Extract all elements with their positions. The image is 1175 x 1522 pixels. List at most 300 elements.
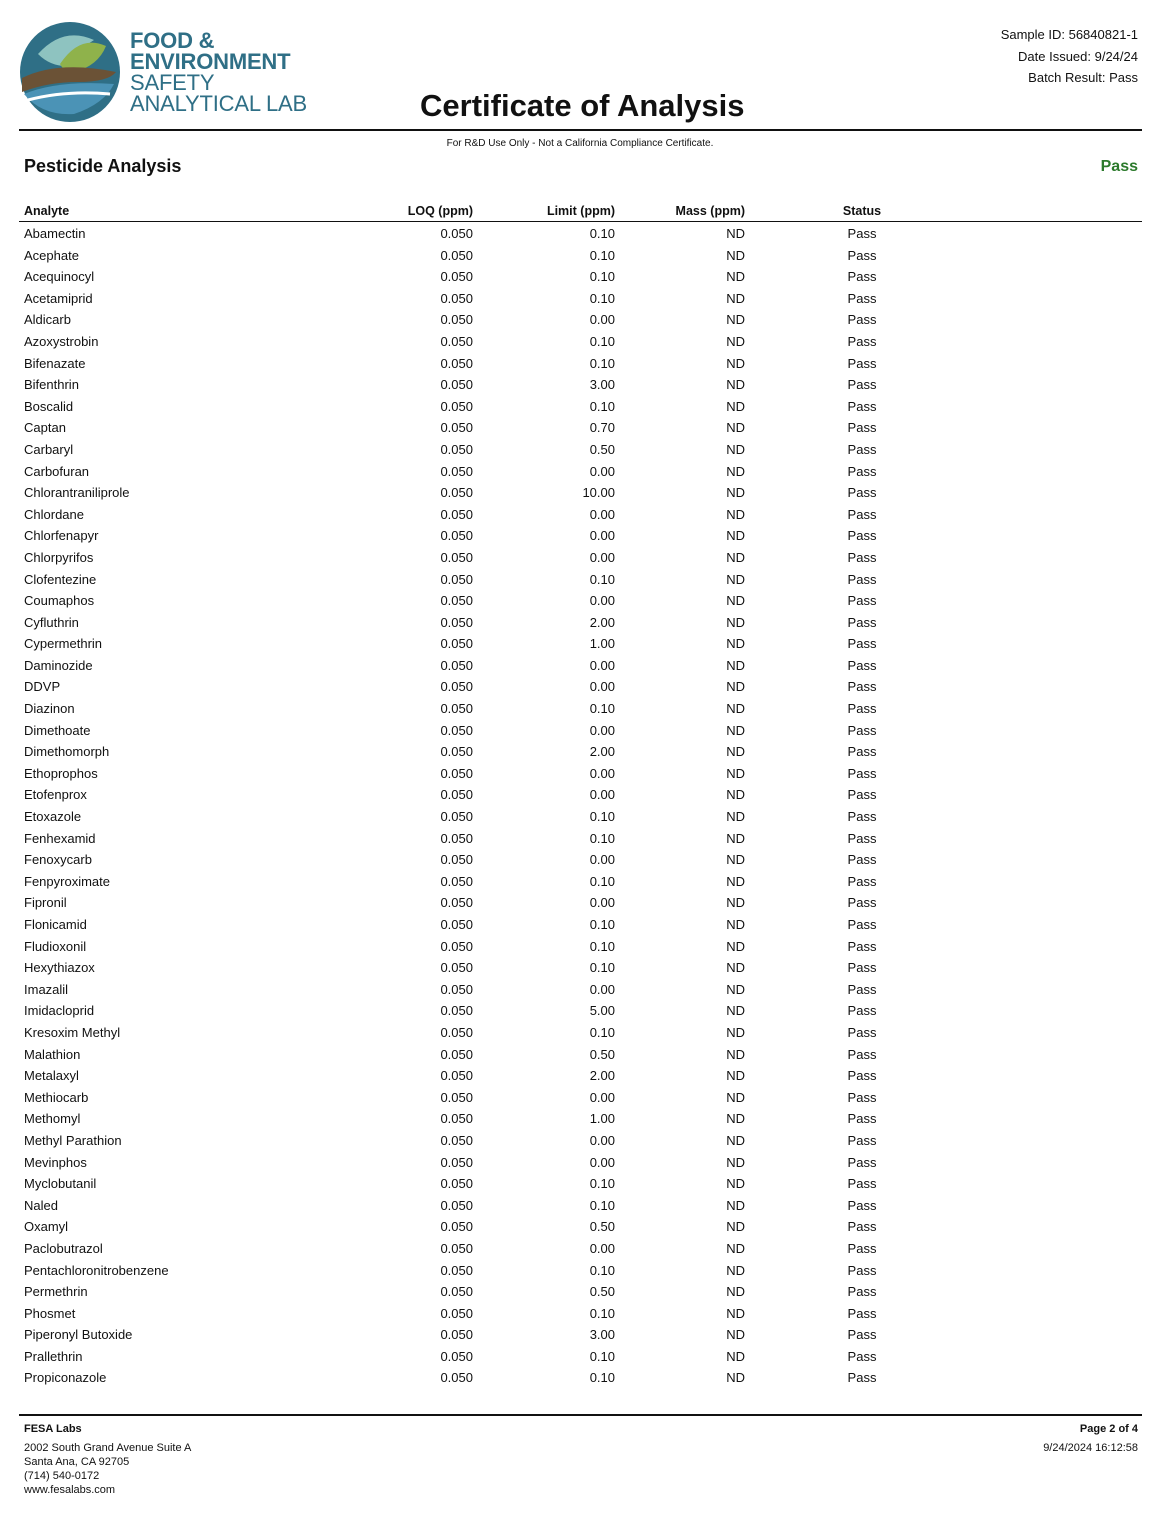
status-cell: Pass xyxy=(847,420,877,436)
analyte-cell: Paclobutrazol xyxy=(24,1240,103,1256)
limit-cell: 0.10 xyxy=(589,809,615,825)
status-cell: Pass xyxy=(847,1046,877,1062)
analyte-cell: Cyfluthrin xyxy=(24,614,79,630)
analyte-cell: Methomyl xyxy=(24,1111,81,1127)
table-row xyxy=(0,374,1175,396)
logo-line-3: SAFETY xyxy=(130,70,215,95)
table-row xyxy=(0,1238,1175,1260)
analyte-cell: Chlorantraniliprole xyxy=(24,485,130,501)
analyte-cell: Carbofuran xyxy=(24,463,90,479)
table-row xyxy=(0,612,1175,634)
table-row xyxy=(0,396,1175,418)
analyte-cell: Aldicarb xyxy=(24,312,71,328)
footer-website: www.fesalabs.com xyxy=(24,1484,116,1496)
status-cell: Pass xyxy=(847,226,877,241)
mass-cell: ND xyxy=(726,1305,745,1321)
status-cell: Pass xyxy=(847,895,877,911)
status-cell: Pass xyxy=(847,506,877,522)
limit-cell: 0.10 xyxy=(589,1370,615,1386)
mass-cell: ND xyxy=(726,1176,745,1192)
limit-cell: 0.10 xyxy=(589,938,615,954)
table-row xyxy=(0,266,1175,288)
mass-cell: ND xyxy=(726,593,745,609)
limit-cell: 3.00 xyxy=(589,377,615,393)
limit-cell: 0.00 xyxy=(589,981,615,997)
status-cell: Pass xyxy=(847,873,877,889)
status-cell: Pass xyxy=(847,1111,877,1127)
mass-cell: ND xyxy=(726,355,745,371)
status-cell: Pass xyxy=(847,981,877,997)
status-cell: Pass xyxy=(847,1370,877,1386)
table-row xyxy=(0,849,1175,871)
loq-cell: 0.050 xyxy=(440,1284,473,1300)
limit-cell: 0.00 xyxy=(589,463,615,479)
page-title: Certificate of Analysis xyxy=(420,88,745,123)
table-row xyxy=(0,547,1175,569)
mass-cell: ND xyxy=(726,485,745,501)
analyte-cell: Imazalil xyxy=(24,981,69,997)
status-cell: Pass xyxy=(847,1068,877,1084)
mass-cell: ND xyxy=(726,1327,745,1343)
loq-cell: 0.050 xyxy=(440,420,473,436)
table-row xyxy=(0,331,1175,353)
mass-cell: ND xyxy=(726,1068,745,1084)
logo-line-2: ENVIRONMENT xyxy=(130,49,291,74)
loq-cell: 0.050 xyxy=(440,312,473,328)
limit-cell: 10.00 xyxy=(582,485,615,501)
loq-cell: 0.050 xyxy=(440,1348,473,1364)
loq-cell: 0.050 xyxy=(440,636,473,652)
status-cell: Pass xyxy=(847,528,877,544)
mass-cell: ND xyxy=(726,398,745,414)
mass-cell: ND xyxy=(726,895,745,911)
mass-cell: ND xyxy=(726,506,745,522)
analyte-cell: DDVP xyxy=(24,679,61,695)
status-cell: Pass xyxy=(847,441,877,457)
table-row xyxy=(0,482,1175,504)
analyte-cell: Hexythiazox xyxy=(24,960,95,976)
mass-cell: ND xyxy=(726,1370,745,1386)
table-row xyxy=(0,525,1175,547)
table-row xyxy=(0,1303,1175,1325)
mass-cell: ND xyxy=(726,787,745,803)
analyte-cell: Piperonyl Butoxide xyxy=(24,1327,133,1343)
loq-cell: 0.050 xyxy=(440,463,473,479)
column-header-limit: Limit (ppm) xyxy=(546,204,615,218)
loq-cell: 0.050 xyxy=(440,226,473,241)
analyte-cell: Naled xyxy=(24,1197,58,1213)
table-row xyxy=(0,1173,1175,1195)
table-row xyxy=(0,223,1175,245)
limit-cell: 1.00 xyxy=(589,1111,615,1127)
loq-cell: 0.050 xyxy=(440,1024,473,1040)
status-cell: Pass xyxy=(847,333,877,349)
mass-cell: ND xyxy=(726,1197,745,1213)
status-cell: Pass xyxy=(847,830,877,846)
table-row xyxy=(0,569,1175,591)
batch-result: Batch Result: Pass xyxy=(1028,70,1138,85)
limit-cell: 0.50 xyxy=(589,1284,615,1300)
table-row xyxy=(0,1000,1175,1022)
status-cell: Pass xyxy=(847,701,877,717)
analyte-cell: Permethrin xyxy=(24,1284,88,1300)
table-row xyxy=(0,676,1175,698)
mass-cell: ND xyxy=(726,981,745,997)
loq-cell: 0.050 xyxy=(440,744,473,760)
limit-cell: 2.00 xyxy=(589,614,615,630)
footer-org: FESA Labs xyxy=(24,1423,82,1435)
mass-cell: ND xyxy=(726,549,745,565)
table-row xyxy=(0,806,1175,828)
status-cell: Pass xyxy=(847,1305,877,1321)
analyte-cell: Mevinphos xyxy=(24,1154,87,1170)
status-cell: Pass xyxy=(847,722,877,738)
analyte-cell: Captan xyxy=(24,420,66,436)
lab-logo xyxy=(18,20,318,126)
limit-cell: 0.10 xyxy=(589,1305,615,1321)
analyte-cell: Coumaphos xyxy=(24,593,95,609)
limit-cell: 0.00 xyxy=(589,1089,615,1105)
limit-cell: 0.10 xyxy=(589,701,615,717)
limit-cell: 2.00 xyxy=(589,1068,615,1084)
mass-cell: ND xyxy=(726,701,745,717)
status-cell: Pass xyxy=(847,1089,877,1105)
mass-cell: ND xyxy=(726,679,745,695)
footer-address xyxy=(24,1422,191,1497)
table-row xyxy=(0,590,1175,612)
loq-cell: 0.050 xyxy=(440,895,473,911)
loq-cell: 0.050 xyxy=(440,290,473,306)
table-row xyxy=(0,461,1175,483)
mass-cell: ND xyxy=(726,312,745,328)
table-row xyxy=(0,288,1175,310)
analyte-cell: Propiconazole xyxy=(24,1370,107,1386)
column-header-status: Status xyxy=(842,204,882,218)
table-header-divider xyxy=(19,221,1142,222)
logo-line-4: ANALYTICAL LAB xyxy=(130,91,307,116)
mass-cell: ND xyxy=(726,528,745,544)
limit-cell: 0.10 xyxy=(589,247,615,263)
pesticide-table-body xyxy=(0,223,1175,1389)
limit-cell: 0.00 xyxy=(589,787,615,803)
mass-cell: ND xyxy=(726,463,745,479)
logo-line-1: FOOD & xyxy=(130,28,215,53)
analyte-cell: Chlordane xyxy=(24,506,84,522)
loq-cell: 0.050 xyxy=(440,981,473,997)
mass-cell: ND xyxy=(726,1154,745,1170)
analyte-cell: Fenpyroximate xyxy=(24,873,110,889)
analyte-cell: Abamectin xyxy=(24,226,86,241)
mass-cell: ND xyxy=(726,765,745,781)
mass-cell: ND xyxy=(726,809,745,825)
limit-cell: 0.10 xyxy=(589,226,615,241)
mass-cell: ND xyxy=(726,1132,745,1148)
limit-cell: 0.50 xyxy=(589,441,615,457)
analyte-cell: Malathion xyxy=(24,1046,81,1062)
loq-cell: 0.050 xyxy=(440,657,473,673)
analyte-cell: Chlorfenapyr xyxy=(24,528,99,544)
loq-cell: 0.050 xyxy=(440,1327,473,1343)
limit-cell: 0.10 xyxy=(589,355,615,371)
table-row xyxy=(0,1346,1175,1368)
limit-cell: 0.00 xyxy=(589,679,615,695)
status-cell: Pass xyxy=(847,614,877,630)
mass-cell: ND xyxy=(726,873,745,889)
print-timestamp: 9/24/2024 16:12:58 xyxy=(1043,1442,1138,1454)
limit-cell: 0.10 xyxy=(589,1348,615,1364)
mass-cell: ND xyxy=(726,657,745,673)
table-row xyxy=(0,633,1175,655)
limit-cell: 0.10 xyxy=(589,1262,615,1278)
footer-phone: (714) 540-0172 xyxy=(24,1470,100,1482)
table-row xyxy=(0,936,1175,958)
limit-cell: 0.50 xyxy=(589,1046,615,1062)
loq-cell: 0.050 xyxy=(440,1240,473,1256)
loq-cell: 0.050 xyxy=(440,485,473,501)
limit-cell: 0.00 xyxy=(589,895,615,911)
analyte-cell: Oxamyl xyxy=(24,1219,69,1235)
status-cell: Pass xyxy=(847,1003,877,1019)
loq-cell: 0.050 xyxy=(440,1132,473,1148)
loq-cell: 0.050 xyxy=(440,1089,473,1105)
table-row xyxy=(0,979,1175,1001)
table-row xyxy=(0,871,1175,893)
table-row xyxy=(0,1216,1175,1238)
limit-cell: 0.00 xyxy=(589,312,615,328)
loq-cell: 0.050 xyxy=(440,1046,473,1062)
loq-cell: 0.050 xyxy=(440,1176,473,1192)
analyte-cell: Myclobutanil xyxy=(24,1176,97,1192)
limit-cell: 0.10 xyxy=(589,290,615,306)
analyte-cell: Imidacloprid xyxy=(24,1003,95,1019)
mass-cell: ND xyxy=(726,1219,745,1235)
analyte-cell: Fipronil xyxy=(24,895,67,911)
analyte-cell: Methiocarb xyxy=(24,1089,89,1105)
status-cell: Pass xyxy=(847,1197,877,1213)
status-cell: Pass xyxy=(847,744,877,760)
analyte-cell: Cypermethrin xyxy=(24,636,103,652)
limit-cell: 0.10 xyxy=(589,333,615,349)
table-row xyxy=(0,245,1175,267)
limit-cell: 5.00 xyxy=(589,1003,615,1019)
status-cell: Pass xyxy=(847,636,877,652)
analyte-cell: Acephate xyxy=(24,247,79,263)
status-cell: Pass xyxy=(847,917,877,932)
analyte-cell: Dimethomorph xyxy=(24,744,110,760)
page-number: Page 2 of 4 xyxy=(1079,1423,1138,1435)
table-row xyxy=(0,1260,1175,1282)
table-row xyxy=(0,504,1175,526)
limit-cell: 0.10 xyxy=(589,398,615,414)
limit-cell: 0.00 xyxy=(589,1132,615,1148)
loq-cell: 0.050 xyxy=(440,938,473,954)
table-row xyxy=(0,309,1175,331)
loq-cell: 0.050 xyxy=(440,333,473,349)
mass-cell: ND xyxy=(726,333,745,349)
analyte-cell: Flonicamid xyxy=(24,917,87,932)
loq-cell: 0.050 xyxy=(440,765,473,781)
status-cell: Pass xyxy=(847,549,877,565)
loq-cell: 0.050 xyxy=(440,917,473,932)
loq-cell: 0.050 xyxy=(440,269,473,285)
table-row xyxy=(0,1108,1175,1130)
mass-cell: ND xyxy=(726,571,745,587)
limit-cell: 0.10 xyxy=(589,1024,615,1040)
loq-cell: 0.050 xyxy=(440,873,473,889)
mass-cell: ND xyxy=(726,377,745,393)
table-row xyxy=(0,763,1175,785)
mass-cell: ND xyxy=(726,1089,745,1105)
mass-cell: ND xyxy=(726,290,745,306)
analyte-cell: Pentachloronitrobenzene xyxy=(24,1262,169,1278)
mass-cell: ND xyxy=(726,1003,745,1019)
loq-cell: 0.050 xyxy=(440,809,473,825)
limit-cell: 1.00 xyxy=(589,636,615,652)
mass-cell: ND xyxy=(726,1024,745,1040)
loq-cell: 0.050 xyxy=(440,398,473,414)
table-header xyxy=(0,204,1175,220)
status-cell: Pass xyxy=(847,269,877,285)
table-row xyxy=(0,1367,1175,1389)
mass-cell: ND xyxy=(726,1046,745,1062)
column-header-loq: LOQ (ppm) xyxy=(407,204,473,218)
table-row xyxy=(0,828,1175,850)
limit-cell: 0.10 xyxy=(589,830,615,846)
limit-cell: 0.00 xyxy=(589,593,615,609)
limit-cell: 0.00 xyxy=(589,549,615,565)
analyte-cell: Diazinon xyxy=(24,701,75,717)
table-row xyxy=(0,914,1175,936)
status-cell: Pass xyxy=(847,485,877,501)
status-cell: Pass xyxy=(847,312,877,328)
analyte-cell: Bifenazate xyxy=(24,355,86,371)
table-row xyxy=(0,417,1175,439)
limit-cell: 0.00 xyxy=(589,657,615,673)
loq-cell: 0.050 xyxy=(440,1370,473,1386)
mass-cell: ND xyxy=(726,917,745,932)
table-row xyxy=(0,1022,1175,1044)
mass-cell: ND xyxy=(726,744,745,760)
status-cell: Pass xyxy=(847,960,877,976)
analyte-cell: Azoxystrobin xyxy=(24,333,99,349)
loq-cell: 0.050 xyxy=(440,722,473,738)
status-cell: Pass xyxy=(847,938,877,954)
header-divider xyxy=(19,129,1142,131)
status-cell: Pass xyxy=(847,571,877,587)
table-row xyxy=(0,1152,1175,1174)
mass-cell: ND xyxy=(726,1348,745,1364)
limit-cell: 0.00 xyxy=(589,852,615,868)
mass-cell: ND xyxy=(726,960,745,976)
loq-cell: 0.050 xyxy=(440,787,473,803)
table-row xyxy=(0,1281,1175,1303)
limit-cell: 0.00 xyxy=(589,506,615,522)
status-cell: Pass xyxy=(847,1327,877,1343)
analyte-cell: Clofentezine xyxy=(24,571,97,587)
mass-cell: ND xyxy=(726,636,745,652)
loq-cell: 0.050 xyxy=(440,830,473,846)
analyte-cell: Fenhexamid xyxy=(24,830,96,846)
mass-cell: ND xyxy=(726,420,745,436)
mass-cell: ND xyxy=(726,247,745,263)
loq-cell: 0.050 xyxy=(440,614,473,630)
table-row xyxy=(0,1065,1175,1087)
sample-meta xyxy=(1001,24,1138,89)
analyte-cell: Phosmet xyxy=(24,1305,76,1321)
table-row xyxy=(0,1044,1175,1066)
loq-cell: 0.050 xyxy=(440,377,473,393)
status-cell: Pass xyxy=(847,355,877,371)
status-cell: Pass xyxy=(847,1348,877,1364)
loq-cell: 0.050 xyxy=(440,852,473,868)
loq-cell: 0.050 xyxy=(440,1154,473,1170)
status-cell: Pass xyxy=(847,765,877,781)
limit-cell: 0.10 xyxy=(589,1197,615,1213)
table-row xyxy=(0,698,1175,720)
limit-cell: 0.00 xyxy=(589,1240,615,1256)
status-cell: Pass xyxy=(847,463,877,479)
status-cell: Pass xyxy=(847,679,877,695)
limit-cell: 0.00 xyxy=(589,1154,615,1170)
analyte-cell: Daminozide xyxy=(24,657,93,673)
lab-logo-icon xyxy=(18,20,122,124)
analyte-cell: Acetamiprid xyxy=(24,290,93,306)
mass-cell: ND xyxy=(726,269,745,285)
status-cell: Pass xyxy=(847,787,877,803)
analyte-cell: Bifenthrin xyxy=(24,377,79,393)
status-cell: Pass xyxy=(847,398,877,414)
status-cell: Pass xyxy=(847,657,877,673)
table-row xyxy=(0,720,1175,742)
status-cell: Pass xyxy=(847,1132,877,1148)
loq-cell: 0.050 xyxy=(440,1262,473,1278)
limit-cell: 0.70 xyxy=(589,420,615,436)
loq-cell: 0.050 xyxy=(440,1305,473,1321)
analyte-cell: Ethoprophos xyxy=(24,765,98,781)
table-row xyxy=(0,1087,1175,1109)
status-cell: Pass xyxy=(847,852,877,868)
limit-cell: 2.00 xyxy=(589,744,615,760)
loq-cell: 0.050 xyxy=(440,960,473,976)
table-row xyxy=(0,655,1175,677)
table-row xyxy=(0,1130,1175,1152)
analyte-cell: Acequinocyl xyxy=(24,269,95,285)
analyte-cell: Chlorpyrifos xyxy=(24,549,94,565)
table-row xyxy=(0,741,1175,763)
mass-cell: ND xyxy=(726,1284,745,1300)
mass-cell: ND xyxy=(726,226,745,241)
limit-cell: 0.10 xyxy=(589,960,615,976)
footer-page-info xyxy=(1043,1422,1138,1455)
analyte-cell: Etofenprox xyxy=(24,787,87,803)
loq-cell: 0.050 xyxy=(440,679,473,695)
footer-address-line-1: 2002 South Grand Avenue Suite A xyxy=(24,1442,192,1454)
footer-divider xyxy=(19,1414,1142,1416)
limit-cell: 0.10 xyxy=(589,917,615,932)
loq-cell: 0.050 xyxy=(440,506,473,522)
loq-cell: 0.050 xyxy=(440,1068,473,1084)
sample-id: Sample ID: 56840821-1 xyxy=(1000,27,1138,42)
mass-cell: ND xyxy=(726,1240,745,1256)
mass-cell: ND xyxy=(726,1111,745,1127)
mass-cell: ND xyxy=(726,722,745,738)
analyte-cell: Kresoxim Methyl xyxy=(24,1024,121,1040)
mass-cell: ND xyxy=(726,1262,745,1278)
limit-cell: 3.00 xyxy=(589,1327,615,1343)
status-cell: Pass xyxy=(847,1024,877,1040)
analyte-cell: Fenoxycarb xyxy=(24,852,92,868)
table-row xyxy=(0,957,1175,979)
